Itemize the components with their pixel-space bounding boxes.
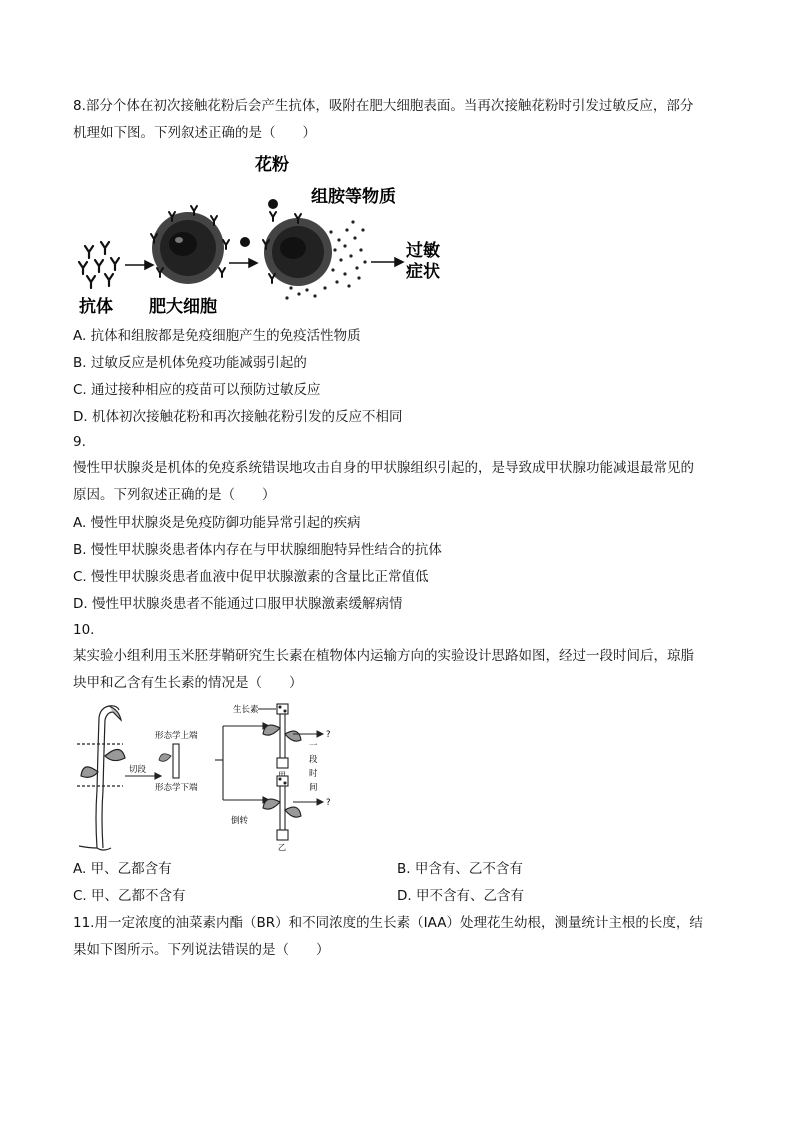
q10-stem-line2: 块甲和乙含有生长素的情况是（ ）: [73, 675, 303, 691]
q9-option-d[interactable]: D. 慢性甲状腺炎患者不能通过口服甲状腺激素缓解病情: [73, 596, 403, 612]
q8-pollen-dot-icon: [240, 237, 250, 247]
q10-fig-time-4: 间: [309, 783, 318, 793]
q8-mast-cell-icon: [151, 206, 229, 284]
q10-fig-label-flip: 倒转: [231, 816, 249, 826]
q8-option-d[interactable]: D. 机体初次接触花粉和再次接触花粉引发的反应不相同: [73, 409, 403, 425]
q10-fig-label-auxin: 生长素: [233, 705, 259, 715]
q10-auxin-block-top-icon: [277, 704, 288, 714]
q10-option-c[interactable]: C. 甲、乙都不含有: [73, 888, 186, 904]
q8-fig-label-allergy-2: 症状: [406, 262, 440, 282]
q10-coleoptile-stem: [96, 706, 119, 848]
q10-option-a[interactable]: A. 甲、乙都含有: [73, 861, 172, 877]
q9-option-a[interactable]: A. 慢性甲状腺炎是免疫防御功能异常引起的疾病: [73, 515, 361, 531]
q10-fig-label-yi: 乙: [278, 843, 286, 852]
q10-fig-question-bottom: ?: [326, 798, 331, 808]
q8-option-c[interactable]: C. 通过接种相应的疫苗可以预防过敏反应: [73, 382, 321, 398]
q10-fig-label-cut: 切段: [129, 765, 147, 775]
q10-number: 10.: [73, 622, 95, 638]
q9-number: 9.: [73, 434, 86, 450]
q9-option-b[interactable]: B. 慢性甲状腺炎患者体内存在与甲状腺细胞特异性结合的抗体: [73, 542, 442, 558]
q8-activated-mast-cell-icon: [263, 199, 332, 286]
q10-block-yi-icon: [277, 830, 288, 840]
q10-fig-time-2: 段: [309, 755, 318, 765]
q9-stem-line1: 慢性甲状腺炎是机体的免疫系统错误地攻击自身的甲状腺组织引起的，是导致成甲状腺功能减退最常见的: [73, 460, 694, 476]
q10-fig-time-3: 时: [309, 769, 318, 779]
q10-experiment-figure: [73, 698, 353, 853]
q8-option-b[interactable]: B. 过敏反应是机体免疫功能减弱引起的: [73, 355, 307, 371]
q10-fig-time-1: 一: [309, 741, 318, 751]
q8-fig-label-pollen: 花粉: [255, 155, 289, 175]
q8-stem-line2: 机理如下图。下列叙述正确的是（ ）: [73, 125, 316, 141]
q10-fig-label-upper-end: 形态学上端: [155, 731, 198, 741]
q11-stem-line1: 11.用一定浓度的油菜素内酯（BR）和不同浓度的生长素（IAA）处理花生幼根，测量统计主根的长度，结: [73, 915, 703, 931]
q10-fig-label-lower-end: 形态学下端: [155, 783, 198, 793]
q8-fig-label-histamine: 组胺等物质: [311, 187, 396, 207]
q10-fig-question-top: ?: [326, 730, 331, 740]
q10-stem-line1: 某实验小组利用玉米胚芽鞘研究生长素在植物体内运输方向的实验设计思路如图，经过一段时间后，琼脂: [73, 648, 694, 664]
q10-auxin-block-bottom-icon: [277, 776, 288, 786]
q10-segment-icon: [173, 744, 179, 778]
q8-stem-line1: 8.部分个体在初次接触花粉后会产生抗体，吸附在肥大细胞表面。当再次接触花粉时引发过敏反应，部分: [73, 98, 694, 114]
q10-block-jia-icon: [277, 758, 288, 768]
q8-allergy-figure: [73, 150, 473, 320]
q9-stem-line2: 原因。下列叙述正确的是（ ）: [73, 487, 276, 503]
q9-option-c[interactable]: C. 慢性甲状腺炎患者血液中促甲状腺激素的含量比正常值低: [73, 569, 429, 585]
q10-option-d[interactable]: D. 甲不含有、乙含有: [397, 888, 524, 904]
q8-fig-label-antibody: 抗体: [79, 297, 113, 317]
q8-option-a[interactable]: A. 抗体和组胺都是免疫细胞产生的免疫活性物质: [73, 328, 361, 344]
q8-fig-label-mast-cell: 肥大细胞: [149, 297, 217, 317]
q8-antibody-icons: [79, 242, 119, 288]
q11-stem-line2: 果如下图所示。下列说法错误的是（ ）: [73, 942, 330, 958]
q8-fig-label-allergy-1: 过敏: [406, 241, 440, 261]
q10-option-b[interactable]: B. 甲含有、乙不含有: [397, 861, 523, 877]
